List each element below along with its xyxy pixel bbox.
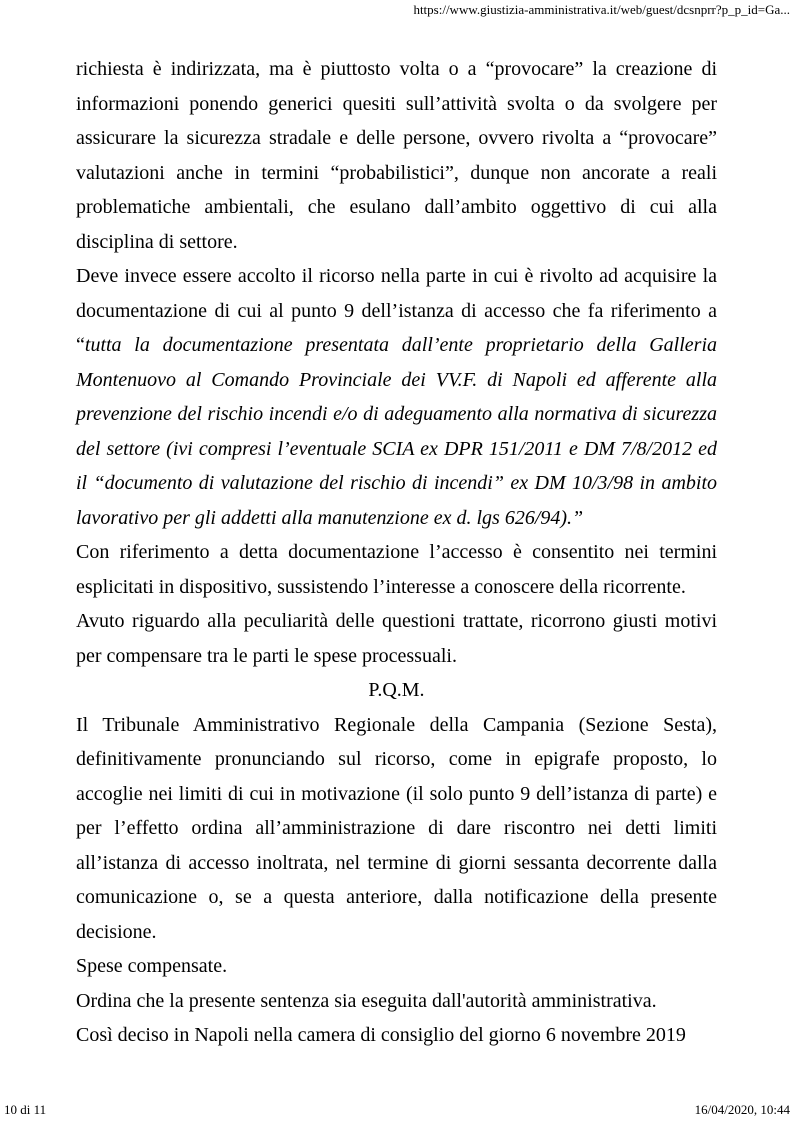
paragraph-2 <box>76 259 717 535</box>
paragraph-5: Il Tribunale Amministrativo Regionale della Campania (Sezione Sesta), definitivamente pronunciando sul ricorso, come in epigrafe proposto, lo accoglie nei limiti di cui in motivazione (il solo punto 9 dell’istanza di parte) e per l’effetto ordina all’amministrazione di dare riscontro nei detti limiti all’istanza di accesso inoltrata, nel termine di giorni sessanta decorrente dalla comunicazione o, se a questa anteriore, dalla notificazione della presente decisione. <box>76 713 717 943</box>
paragraph-4: Avuto riguardo alla peculiarità delle questioni trattate, ricorrono giusti motivi per compensare tra le parti le spese processuali. <box>76 610 717 667</box>
paragraph-2-text: Deve invece essere accolto il ricorso nella parte in cui è rivolto ad acquisire la documentazione di cui al punto 9 dell’istanza di accesso che fa riferimento a “ <box>76 265 717 356</box>
paragraph-8: Così deciso in Napoli nella camera di consiglio del giorno 6 novembre 2019 <box>76 1024 686 1046</box>
document-body <box>76 52 717 1053</box>
print-header-url: https://www.giustizia-amministrativa.it/web/guest/dcsnprr?p_p_id=Ga... <box>413 2 790 17</box>
page-number: 10 di 11 <box>4 1102 47 1117</box>
quoted-request-text: tutta la documentazione presentata dall’ente proprietario della Galleria Montenuovo al Comando Provinciale dei VV.F. di Napoli ed afferente alla prevenzione del rischio incendi e/o di adeguamento alla normativa di sicurezza del settore (ivi compresi l’eventuale SCIA ex DPR 151/2011 e DM 7/8/2012 ed il “documento di valutazione del rischio di incendi” ex DM 10/3/98 in ambito lavorativo per gli addetti alla manutenzione ex d. lgs 626/94).” <box>76 334 717 529</box>
print-timestamp: 16/04/2020, 10:44 <box>694 1102 790 1117</box>
pqm-heading: P.Q.M. <box>368 679 425 701</box>
paragraph-3: Con riferimento a detta documentazione l’accesso è consentito nei termini esplicitati in dispositivo, sussistendo l’interesse a conoscere della ricorrente. <box>76 541 717 598</box>
paragraph-1: richiesta è indirizzata, ma è piuttosto volta o a “provocare” la creazione di informazioni ponendo generici quesiti sull’attività svolta o da svolgere per assicurare la sicurezza stradale e delle persone, ovvero rivolta a “provocare” valutazioni anche in termini “probabilistici”, dunque non ancorate a reali problematiche ambientali, che esulano dall’ambito oggettivo di cui alla disciplina di settore. <box>76 58 717 253</box>
paragraph-6: Spese compensate. <box>76 955 228 977</box>
paragraph-7: Ordina che la presente sentenza sia eseguita dall'autorità amministrativa. <box>76 989 657 1012</box>
